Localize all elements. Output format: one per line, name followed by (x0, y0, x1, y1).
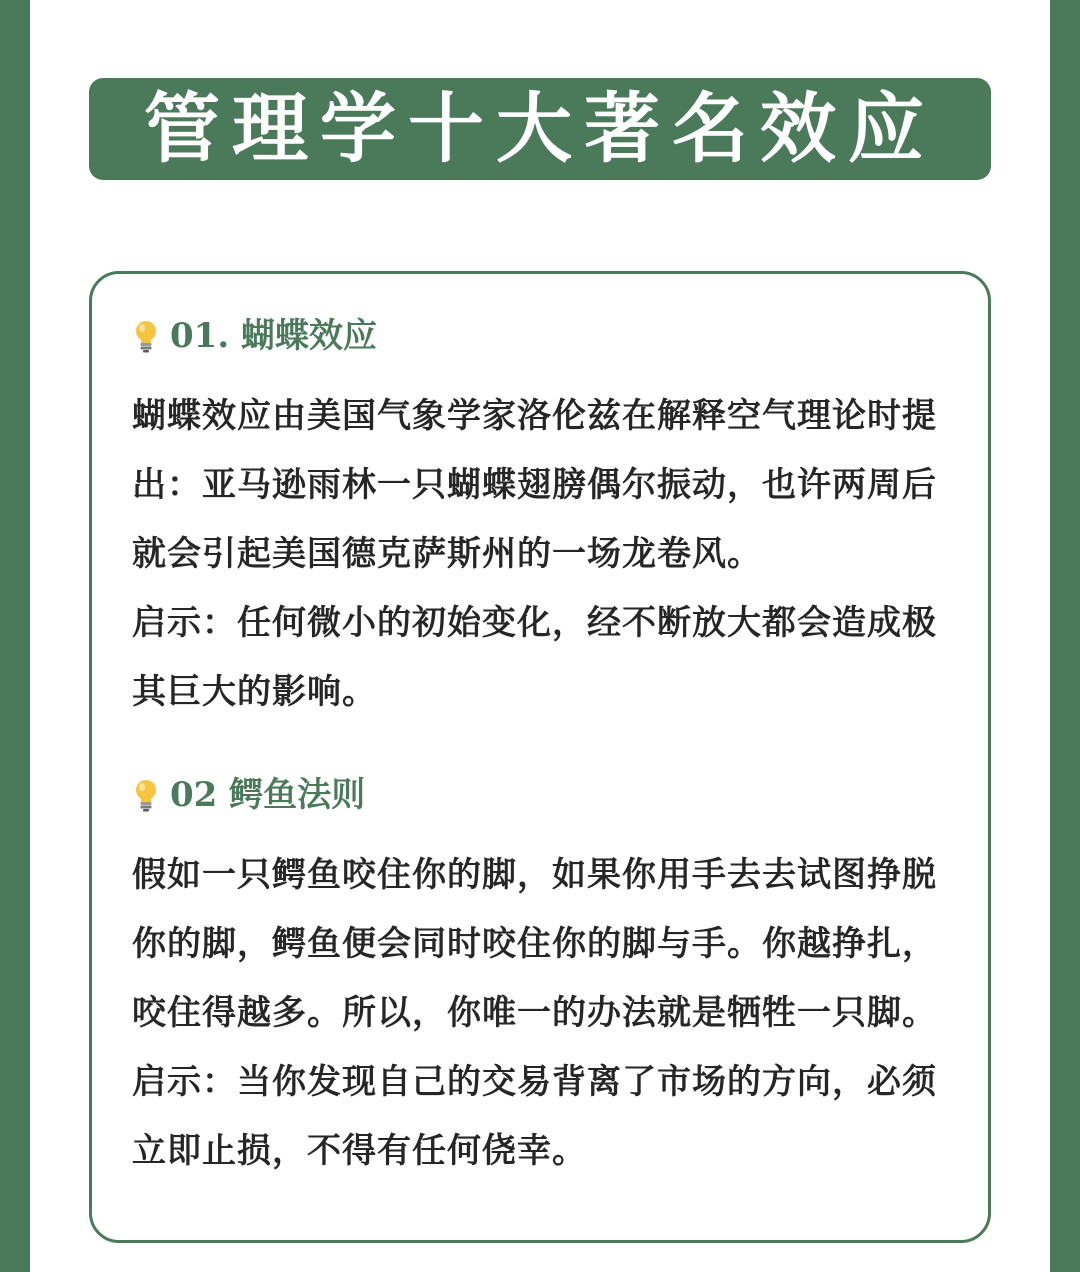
effect-section-crocodile (132, 771, 962, 1186)
right-border-bar (1050, 0, 1080, 1272)
effect-section-butterfly (132, 312, 962, 727)
title-banner (89, 78, 991, 180)
section-insight: 启示：当你发现自己的交易背离了市场的方向，必须立即止损，不得有任何侥幸。 (132, 1062, 937, 1171)
section-body: 蝴蝶效应由美国气象学家洛伦兹在解释空气理论时提出：亚马逊雨林一只蝴蝶翅膀偶尔振动，也许两周后就会引起美国德克萨斯州的一场龙卷风。 (132, 396, 937, 574)
section-heading-text: 02 鳄鱼法则 (170, 775, 366, 815)
page-title: 管理学十大著名效应 (144, 84, 936, 173)
section-heading-text: 01. 蝴蝶效应 (170, 316, 377, 356)
content-card (89, 271, 991, 1243)
left-border-bar (0, 0, 30, 1272)
section-body: 假如一只鳄鱼咬住你的脚，如果你用手去去试图挣脱你的脚，鳄鱼便会同时咬住你的脚与手。你越挣扎，咬住得越多。所以，你唯一的办法就是牺牲一只脚。 (132, 855, 937, 1033)
section-heading (132, 312, 962, 360)
lightbulb-icon (132, 778, 160, 812)
section-heading (132, 771, 962, 819)
lightbulb-icon (132, 319, 160, 353)
section-insight: 启示：任何微小的初始变化，经不断放大都会造成极其巨大的影响。 (132, 603, 937, 712)
